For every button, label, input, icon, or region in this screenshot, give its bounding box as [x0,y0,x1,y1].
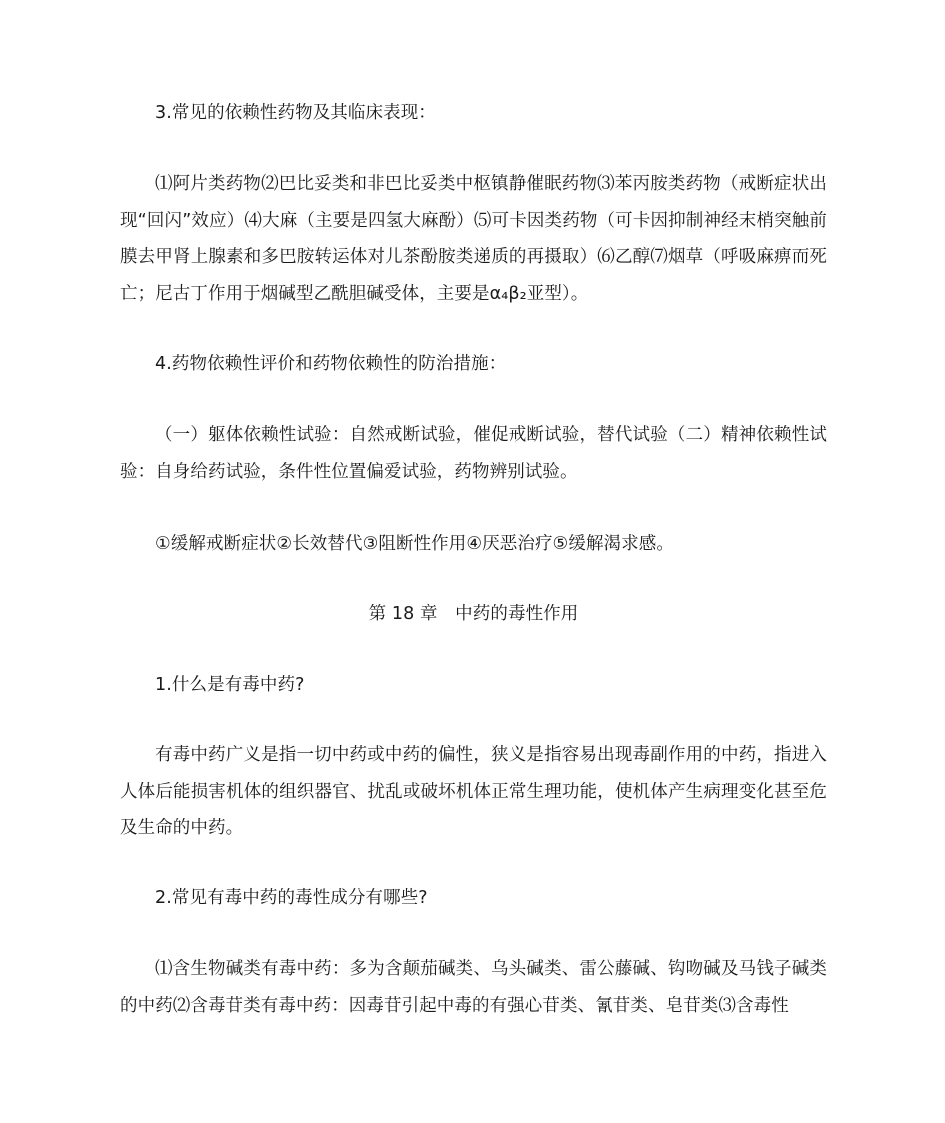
paragraph-toxic-herbs-definition: 有毒中药广义是指一切中药或中药的偏性，狭义是指容易出现毒副作用的中药，指进入人体后能损害机体的组织器官、扰乱或破坏机体正常生理功能，使机体产生病理变化甚至危及生命的中药。 [120,745,827,839]
section-heading-4: 4.药物依赖性评价和药物依赖性的防治措施： [155,354,507,374]
question-heading-1: 1.什么是有毒中药? [155,675,305,695]
paragraph-dependent-drugs: ⑴阿片类药物⑵巴比妥类和非巴比妥类中枢镇静催眠药物⑶苯丙胺类药物（戒断症状出现“回闪”效应）⑷大麻（主要是四氢大麻酚）⑸可卡因类药物（可卡因抑制神经末梢突触前膜去甲肾上腺素和多巴胺转运体对儿茶酚胺类递质的再摄取）⑹乙醇⑺烟草（呼吸麻痹而死亡；尼古丁作用于烟碱型乙酰胆碱受体，主要是α₄β₂亚型）。 [120,174,827,304]
paragraph-toxic-components: ⑴含生物碱类有毒中药：多为含颠茄碱类、乌头碱类、雷公藤碱、钩吻碱及马钱子碱类的中药⑵含毒苷类有毒中药：因毒苷引起中毒的有强心苷类、氰苷类、皂苷类⑶含毒性 [120,959,827,1016]
section-heading-3: 3.常见的依赖性药物及其临床表现： [155,103,436,123]
question-heading-2: 2.常见有毒中药的毒性成分有哪些? [155,888,428,908]
chapter-title: 第 18 章 中药的毒性作用 [368,604,579,624]
document-page [120,0,827,1123]
paragraph-prevention-measures: ①缓解戒断症状②长效替代③阻断性作用④厌恶治疗⑤缓解渴求感。 [155,534,674,554]
paragraph-dependence-tests: （一）躯体依赖性试验：自然戒断试验，催促戒断试验，替代试验（二）精神依赖性试验：自身给药试验，条件性位置偏爱试验，药物辨别试验。 [120,425,827,482]
